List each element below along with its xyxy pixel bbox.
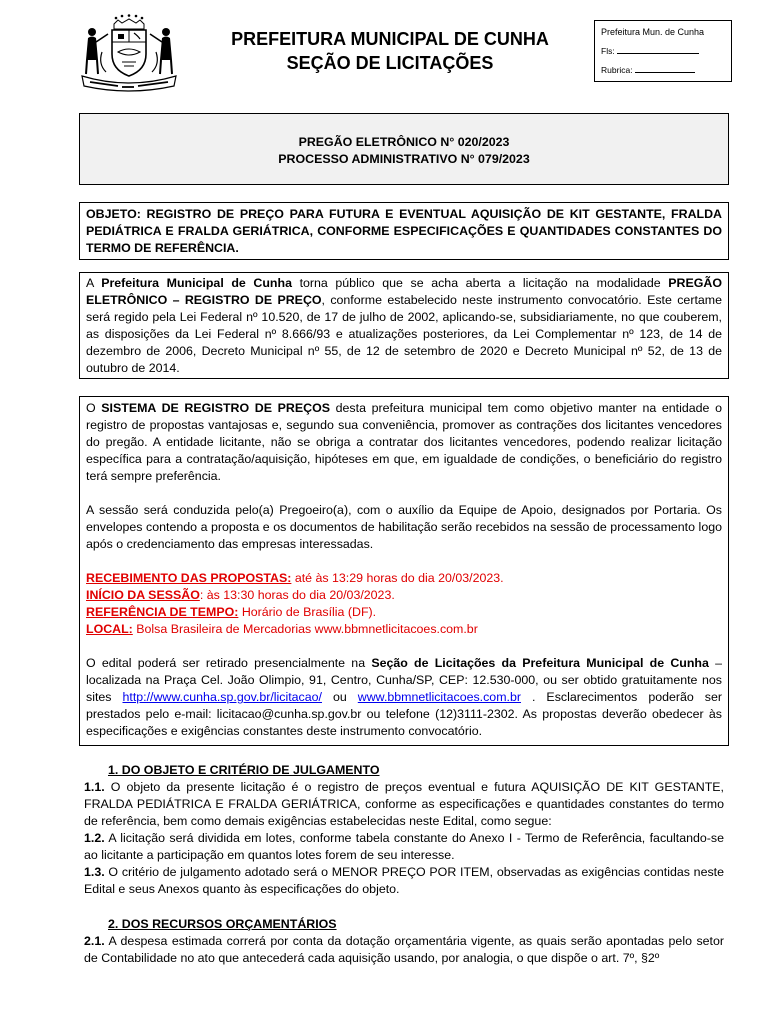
page-title [190, 27, 590, 75]
protocol-stamp [594, 20, 732, 82]
recebimento-line [86, 571, 504, 585]
pregao-number: PREGÃO ELETRÔNICO N° 020/2023 [298, 135, 510, 149]
abertura-text-c: torna público que se acha aberta a licitação na modalidade [291, 276, 669, 290]
local-label: LOCAL: [86, 622, 133, 636]
stamp-fls [601, 45, 725, 57]
clause-2-1-text: A despesa estimada correrá por conta da dotação orçamentária vigente, as quais serão apontadas pelo setor de Contabilidade no ato que antecederá cada aquisição usando, por analogia, o que dispõe o art. 7º, §2º [84, 934, 724, 965]
objeto-box [79, 202, 729, 260]
recebimento-label: RECEBIMENTO DAS PROPOSTAS: [86, 571, 292, 585]
referencia-label: REFERÊNCIA DE TEMPO: [86, 605, 239, 619]
stamp-org: Prefeitura Mun. de Cunha [601, 27, 705, 37]
clause-1-1-number: 1.1. [84, 780, 105, 794]
section-recursos-orcamentarios [84, 916, 724, 967]
referencia-value: Horário de Brasília (DF). [238, 605, 377, 619]
referencia-line [86, 605, 376, 619]
edital-paragraph [86, 655, 722, 740]
inicio-value: : às 13:30 horas do dia 20/03/2023. [199, 588, 395, 602]
local-line [86, 622, 478, 636]
abertura-box [79, 272, 729, 379]
abertura-modalidade: PREGÃO ELETRÔNICO – REGISTRO DE PREÇO [86, 276, 722, 307]
local-value: Bolsa Brasileira de Mercadorias www.bbmnetlicitacoes.com.br [132, 622, 478, 636]
sistema-paragraph [86, 400, 722, 485]
inicio-line [86, 588, 395, 602]
edital-secao-name: Seção de Licitações da Prefeitura Municipal de Cunha [371, 656, 709, 670]
cunha-licitacao-link[interactable]: http://www.cunha.sp.gov.br/licitacao/ [122, 690, 322, 704]
section-2-heading: 2. DOS RECURSOS ORÇAMENTÁRIOS [108, 917, 337, 931]
processo-number: PROCESSO ADMINISTRATIVO N° 079/2023 [278, 152, 530, 166]
edital-text-e: . Esclarecimentos poderão ser prestados pelo e-mail: licitacao@cunha.sp.gov.br ou telefone (12)3111-2302. As propostas deverão obedecer às especificações e exigências constantes deste instrumento convocatório. [86, 690, 723, 738]
objeto-text: OBJETO: REGISTRO DE PREÇO PARA FUTURA E EVENTUAL AQUISIÇÃO DE KIT GESTANTE, FRALDA PEDIÁTRICA E FRALDA GERIÁTRICA, CONFORME ESPECIFICAÇÕES E QUANTIDADES CONSTANTES DO TERMO DE REFERÊNCIA. [86, 207, 722, 255]
section-1-heading: 1. DO OBJETO E CRITÉRIO DE JULGAMENTO [108, 763, 380, 777]
clause-1-2-number: 1.2. [84, 831, 105, 845]
sistema-srp-label: SISTEMA DE REGISTRO DE PREÇOS [101, 401, 330, 415]
sistema-text-a: O [86, 401, 102, 415]
clause-1-3 [84, 864, 724, 898]
stamp-rubrica-line [635, 64, 695, 73]
clause-1-1-text: O objeto da presente licitação é o registro de preços eventual e futura AQUISIÇÃO DE KIT GESTANTE, FRALDA PEDIÁTRICA E FRALDA GERIÁTRICA, conforme as especificações e quantidades constantes do termo de referência, bem como demais exigências estabelecidas neste Edital, como segue: [84, 780, 724, 828]
clause-1-3-text: O critério de julgamento adotado será o MENOR PREÇO POR ITEM, observadas as exigências contidas neste Edital e seus Anexos quanto às especificações do objeto. [84, 865, 724, 896]
edital-text-c: – localizada na Praça Cel. João Olimpio, 91, Centro, Cunha/SP, CEP: 12.530-000, ou ser obtido gratuitamente nos sites [86, 656, 722, 704]
inicio-label: INÍCIO DA SESSÃO [86, 588, 200, 602]
clause-1-2-text: A licitação será dividida em lotes, conforme tabela constante do Anexo I - Termo de Referência, facultando-se ao licitante a participação em quantos lotes forem de seu interesse. [84, 831, 724, 862]
clause-1-3-number: 1.3. [84, 865, 105, 879]
clause-1-1 [84, 779, 724, 830]
stamp-rubrica-label: Rubrica: [601, 65, 633, 75]
title-line-1: PREFEITURA MUNICIPAL DE CUNHA [231, 29, 549, 49]
title-line-2: SEÇÃO DE LICITAÇÕES [286, 53, 494, 73]
clause-1-2 [84, 830, 724, 864]
schedule-block [86, 570, 722, 638]
section-objeto-criterio [84, 762, 724, 898]
stamp-fls-label: Fls: [601, 46, 615, 56]
abertura-text-e: , conforme estabelecido neste instrumento convocatório. Este certame será regido pela Lei Federal nº 10.520, de 17 de julho de 2002, aplicando-se, subsidiariamente, no que couberem, as disposições da Lei Federal nº 8.666/93 e atualizações posteriores, da Lei Complementar nº 123, de 14 de dezembro de 2006, Decreto Municipal nº 55, de 12 de setembro de 2020 e Decreto Municipal nº 52, de 13 de outubro de 2014. [86, 293, 722, 375]
edital-text-d: ou [321, 690, 358, 704]
abertura-text-a: A [86, 276, 102, 290]
pregao-box [79, 113, 729, 185]
stamp-fls-line [617, 45, 699, 54]
clause-2-1 [84, 933, 724, 967]
edital-text-a: O edital poderá ser retirado presencialmente na [86, 656, 372, 670]
sistema-box [79, 396, 729, 746]
sistema-text-c: desta prefeitura municipal tem como objetivo manter na entidade o registro de propostas vantajosas e, segundo sua conveniência, promover as contrações dos licitantes vencedores do pregão. A entidade licitante, não se obriga a contratar dos licitantes vencedores, podendo realizar licitação específica para a contratação/aquisição, hipóteses em que, em igualdade de condições, o beneficiário do registro terá sempre preferência. [86, 401, 722, 483]
abertura-org-name: Prefeitura Municipal de Cunha [101, 276, 292, 290]
stamp-rubrica [601, 64, 725, 76]
bbmnet-link[interactable]: www.bbmnetlicitacoes.com.br [357, 690, 521, 704]
municipal-coat-of-arms [78, 12, 180, 92]
recebimento-value: até às 13:29 horas do dia 20/03/2023. [291, 571, 504, 585]
sessao-paragraph: A sessão será conduzida pelo(a) Pregoeiro(a), com o auxílio da Equipe de Apoio, designados por Portaria. Os envelopes contendo a proposta e os documentos de habilitação serão recebidos na sessão de processamento logo após o credenciamento das empresas interessadas. [86, 503, 722, 551]
clause-2-1-number: 2.1. [84, 934, 105, 948]
